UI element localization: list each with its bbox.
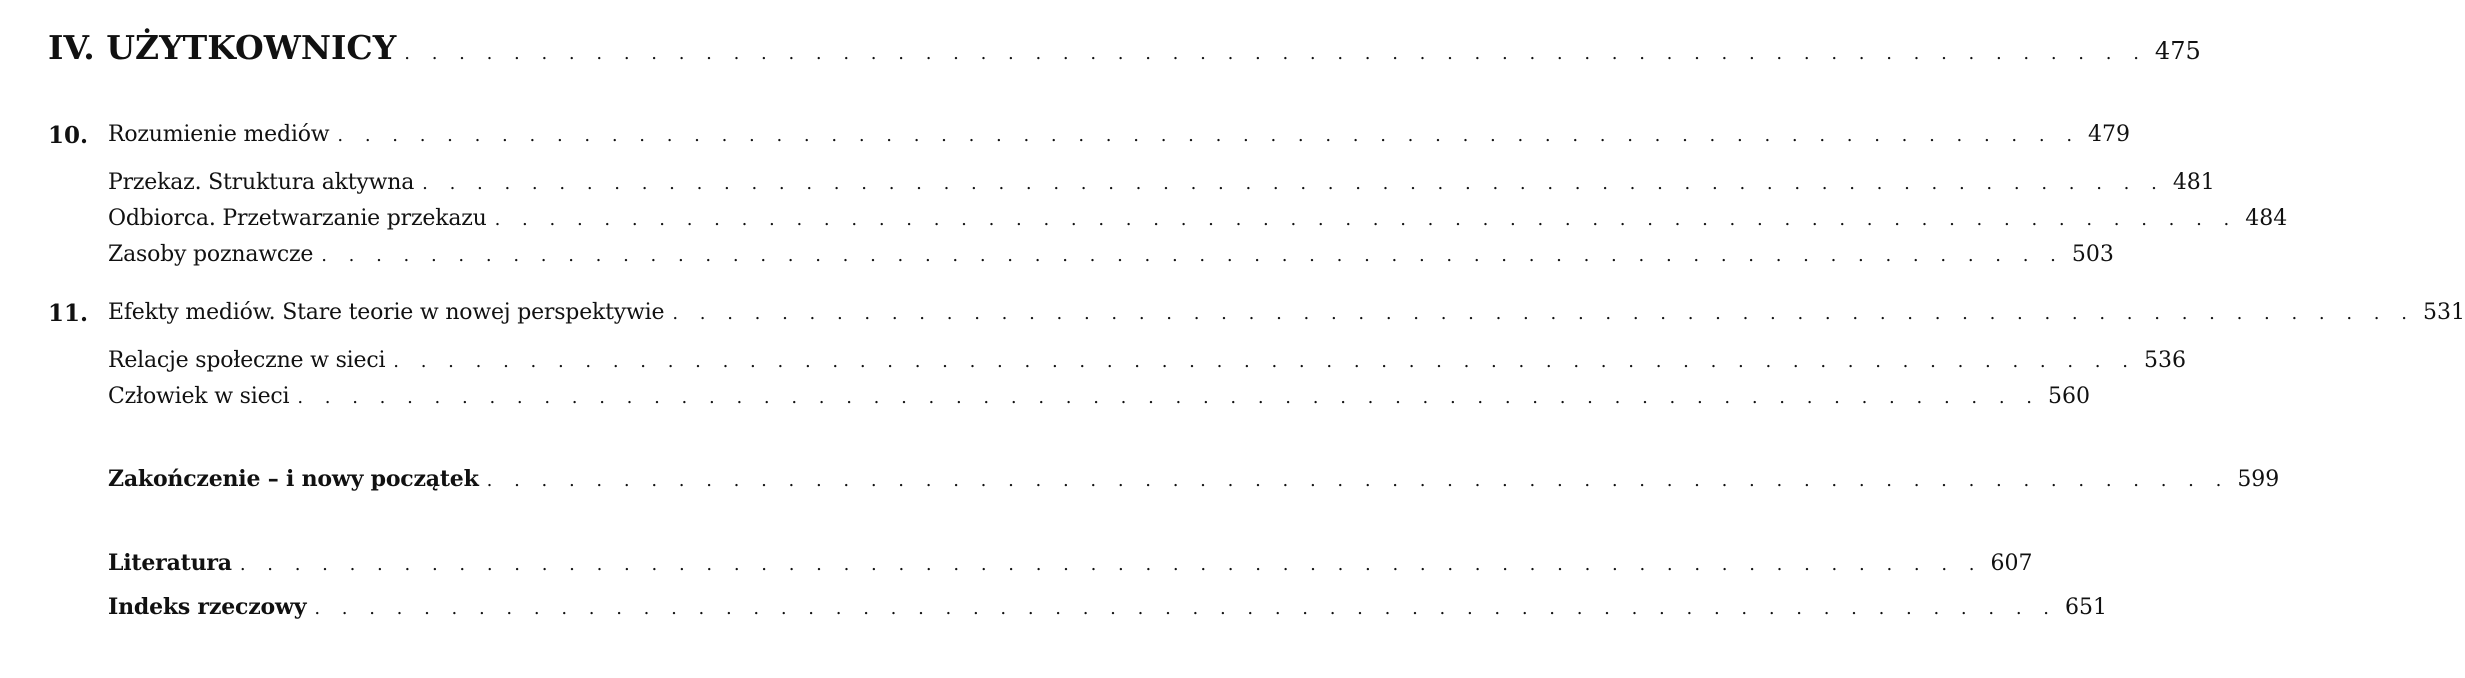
- section-title: Człowiek w sieci: [108, 384, 290, 409]
- dot-leader: . . . . . . . . . . . . . . . . . . . . . . . . . . . . . . . . . . . . . . . . . . . . . . . . . . . . . . . . . . . . . . . .: [486, 470, 2230, 491]
- dot-leader: . . . . . . . . . . . . . . . . . . . . . . . . . . . . . . . . . . . . . . . . . . . . . . . . . . . . . . . . . . . . . . . .: [314, 598, 2057, 619]
- dot-leader: . . . . . . . . . . . . . . . . . . . . . . . . . . . . . . . . . . . . . . . . . . . . . . . . . . . . . . . . . . . . . . . .: [494, 209, 2238, 230]
- dot-leader: . . . . . . . . . . . . . . . . . . . . . . . . . . . . . . . . . . . . . . . . . . . . . . . . . . . . . . . . . . . . . . . .: [422, 173, 2165, 194]
- chapter-number: 10.: [48, 122, 89, 149]
- toc-section-entry: [108, 384, 2090, 409]
- closing-title: Zakończenie – i nowy początek: [108, 466, 479, 492]
- dot-leader: . . . . . . . . . . . . . . . . . . . . . . . . . . . . . . . . . . . . . . . . . . . . . . . . . . . . . . . . . . . . . . . .: [404, 43, 2147, 64]
- part-title: IV. UŻYTKOWNICY: [48, 28, 397, 67]
- chapter-title: Rozumienie mediów: [108, 122, 330, 147]
- page-number: 531: [2422, 300, 2465, 325]
- toc-closing-entry: [108, 466, 2280, 492]
- toc-chapter-entry: [48, 122, 2131, 149]
- dot-leader: . . . . . . . . . . . . . . . . . . . . . . . . . . . . . . . . . . . . . . . . . . . . . . . . . . . . . . . . . . . . . . . .: [321, 245, 2064, 266]
- toc-section-entry: [108, 348, 2186, 373]
- closing-title: Literatura: [108, 550, 232, 576]
- section-title: Przekaz. Struktura aktywna: [108, 170, 415, 195]
- dot-leader: . . . . . . . . . . . . . . . . . . . . . . . . . . . . . . . . . . . . . . . . . . . . . . . . . . . . . . . . . . . . . . . .: [337, 125, 2081, 146]
- page-number: 503: [2071, 242, 2114, 267]
- toc-closing-entry: [108, 594, 2107, 620]
- page-number: 475: [2154, 37, 2201, 65]
- page-number: 560: [2048, 384, 2090, 409]
- page-number: 651: [2064, 595, 2107, 620]
- chapter-number: 11.: [48, 300, 89, 327]
- toc-section-entry: [108, 242, 2114, 267]
- page-number: 599: [2237, 467, 2280, 492]
- dot-leader: . . . . . . . . . . . . . . . . . . . . . . . . . . . . . . . . . . . . . . . . . . . . . . . . . . . . . . . . . . . . . . . .: [672, 303, 2415, 324]
- page-number: 481: [2172, 170, 2215, 195]
- section-title: Zasoby poznawcze: [108, 242, 314, 267]
- dot-leader: . . . . . . . . . . . . . . . . . . . . . . . . . . . . . . . . . . . . . . . . . . . . . . . . . . . . . . . . . . . . . . . .: [297, 387, 2040, 408]
- closing-title: Indeks rzeczowy: [108, 594, 307, 620]
- dot-leader: . . . . . . . . . . . . . . . . . . . . . . . . . . . . . . . . . . . . . . . . . . . . . . . . . . . . . . . . . . . . . . . .: [393, 351, 2136, 372]
- toc-section-entry: [108, 206, 2288, 231]
- page-number: 484: [2245, 206, 2288, 231]
- toc-closing-entry: [108, 550, 2033, 576]
- page-number: 607: [1990, 551, 2033, 576]
- section-title: Odbiorca. Przetwarzanie przekazu: [108, 206, 487, 231]
- dot-leader: . . . . . . . . . . . . . . . . . . . . . . . . . . . . . . . . . . . . . . . . . . . . . . . . . . . . . . . . . . . . . . . .: [239, 554, 1983, 575]
- section-title: Relacje społeczne w sieci: [108, 348, 386, 373]
- chapter-title: Efekty mediów. Stare teorie w nowej perspektywie: [108, 300, 665, 325]
- page-number: 536: [2143, 348, 2186, 373]
- toc-section-entry: [108, 170, 2215, 195]
- toc-part-entry: [48, 28, 2201, 67]
- toc-chapter-entry: [48, 300, 2465, 327]
- page-number: 479: [2088, 122, 2131, 147]
